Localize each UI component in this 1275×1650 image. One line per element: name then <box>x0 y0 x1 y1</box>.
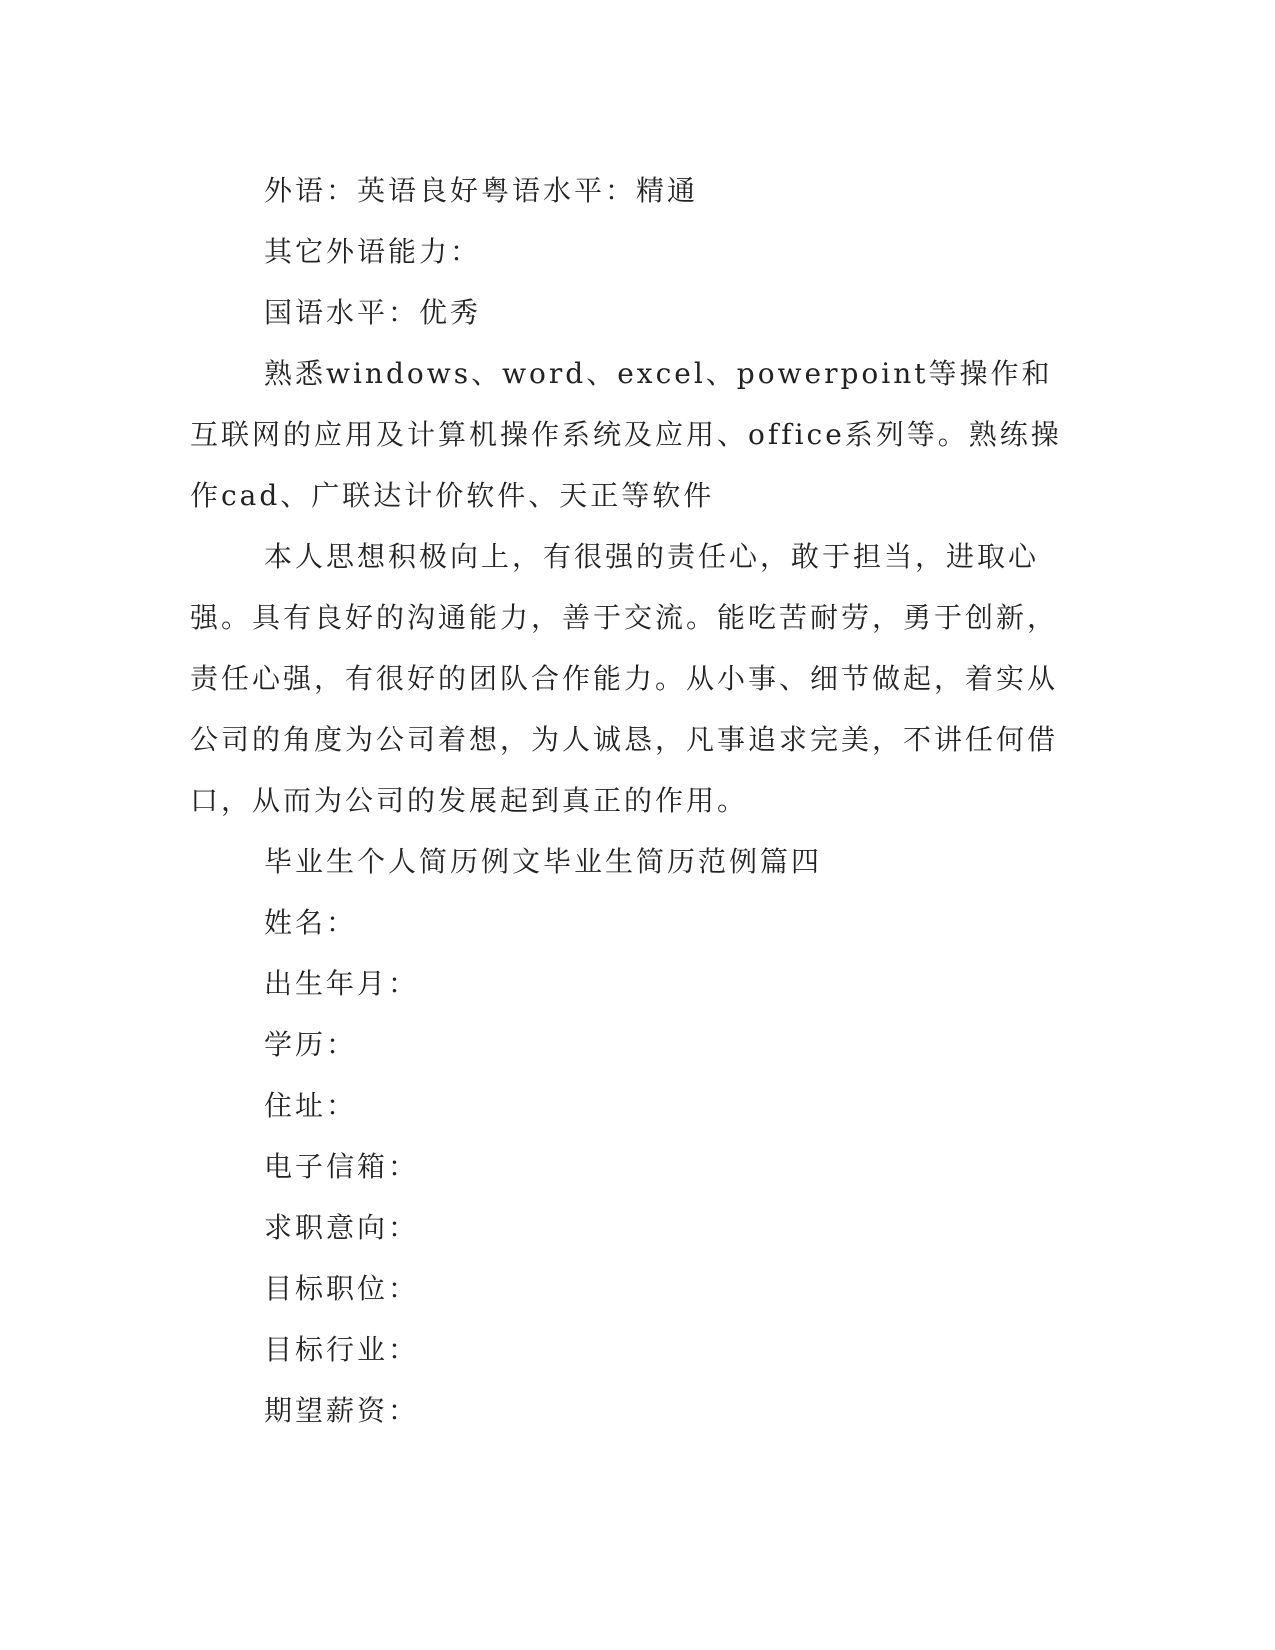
document-body <box>190 160 1070 1441</box>
mandarin-level-line: 国语水平：优秀 <box>264 296 482 329</box>
section-heading: 毕业生个人简历例文毕业生简历范例篇四 <box>264 845 823 878</box>
self-evaluation-paragraph: 本人思想积极向上，有很强的责任心，敢于担当，进取心强。具有良好的沟通能力，善于交流。能吃苦耐劳，勇于创新，责任心强，有很好的团队合作能力。从小事、细节做起，着实从公司的角度为公司着想，为人诚恳，凡事追求完美，不讲任何借口，从而为公司的发展起到真正的作用。 <box>190 540 1059 817</box>
foreign-language-line: 外语：英语良好粤语水平：精通 <box>264 174 699 207</box>
target-industry-field-label: 目标行业： <box>264 1333 420 1366</box>
other-language-line: 其它外语能力： <box>264 235 482 268</box>
birth-date-field-label: 出生年月： <box>264 967 420 1000</box>
name-field-label: 姓名： <box>264 906 358 939</box>
education-field-label: 学历： <box>264 1028 358 1061</box>
expected-salary-field-label: 期望薪资： <box>264 1394 420 1427</box>
target-position-field-label: 目标职位： <box>264 1272 420 1305</box>
address-field-label: 住址： <box>264 1089 358 1122</box>
job-intention-field-label: 求职意向： <box>264 1211 420 1244</box>
computer-skills-paragraph: 熟悉windows、word、excel、powerpoint等操作和互联网的应用及计算机操作系统及应用、office系列等。熟练操作cad、广联达计价软件、天正等软件 <box>190 357 1062 512</box>
email-field-label: 电子信箱： <box>264 1150 420 1183</box>
